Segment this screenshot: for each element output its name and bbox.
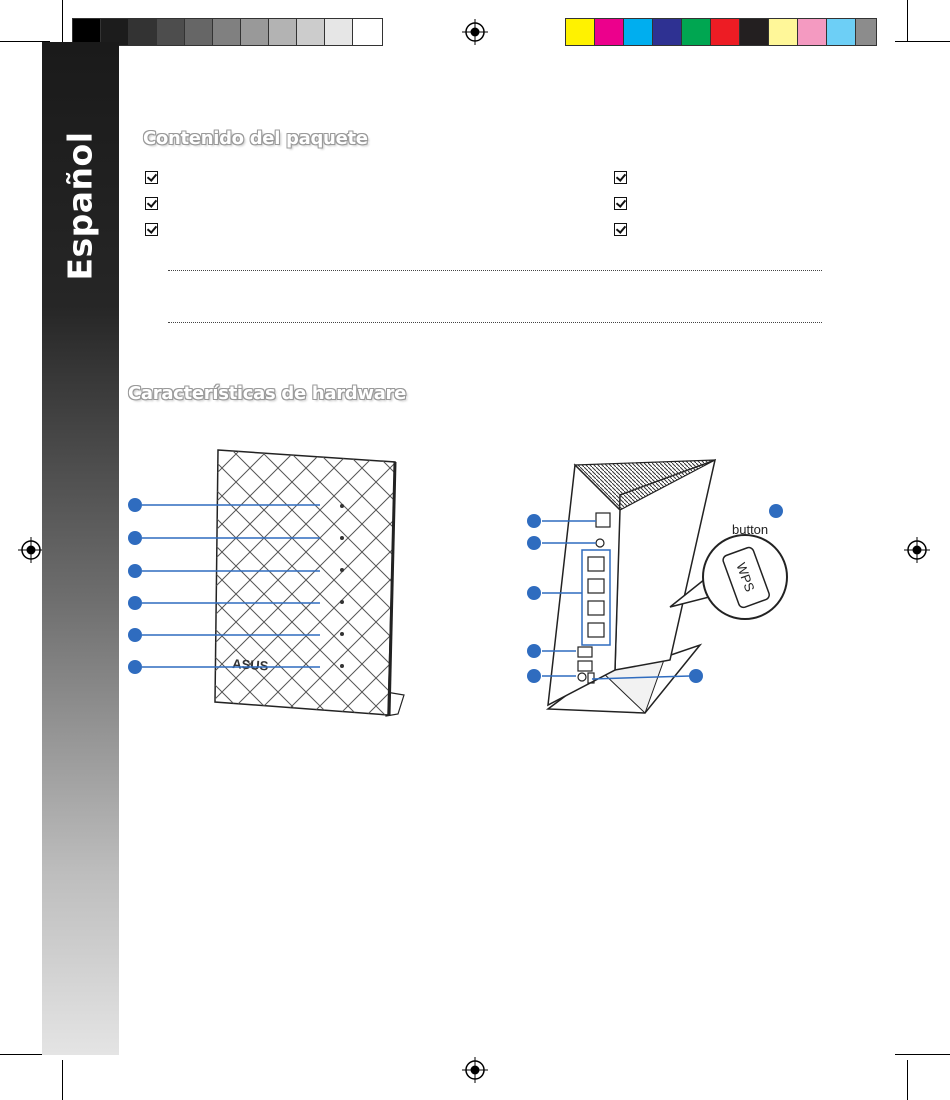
crop-mark bbox=[907, 0, 908, 42]
grayscale-swatch bbox=[324, 18, 353, 46]
note-divider-top bbox=[168, 270, 822, 271]
crop-mark bbox=[895, 1054, 950, 1055]
process-swatch bbox=[710, 18, 740, 46]
checkbox-icon bbox=[145, 197, 158, 210]
checkbox-icon bbox=[614, 223, 627, 236]
grayscale-swatch bbox=[184, 18, 213, 46]
process-swatch bbox=[855, 18, 877, 46]
registration-mark-icon bbox=[461, 18, 489, 46]
grayscale-swatch bbox=[352, 18, 383, 46]
checkbox-icon bbox=[614, 197, 627, 210]
grayscale-swatch bbox=[268, 18, 297, 46]
note-divider-bottom bbox=[168, 322, 822, 323]
process-swatch bbox=[826, 18, 856, 46]
registration-mark-icon bbox=[903, 536, 931, 564]
process-swatch bbox=[681, 18, 711, 46]
process-swatch bbox=[623, 18, 653, 46]
process-swatch bbox=[594, 18, 624, 46]
crop-mark bbox=[62, 0, 63, 42]
grayscale-swatch bbox=[212, 18, 241, 46]
button-caption: button bbox=[732, 522, 769, 537]
router-front-illustration bbox=[110, 440, 420, 725]
checkbox-icon bbox=[145, 223, 158, 236]
process-swatch bbox=[797, 18, 827, 46]
brand-logo: ASUS bbox=[231, 656, 269, 674]
crop-mark bbox=[62, 1060, 63, 1100]
crop-mark bbox=[907, 1060, 908, 1100]
router-rear-illustration bbox=[520, 455, 820, 720]
crop-mark bbox=[895, 41, 950, 42]
package-contents-heading: Contenido del paquete bbox=[143, 128, 368, 149]
wps-button-label: WPS bbox=[733, 560, 758, 594]
process-swatch bbox=[739, 18, 769, 46]
hardware-features-heading: Características de hardware bbox=[128, 383, 407, 404]
grayscale-swatch bbox=[296, 18, 325, 46]
checkbox-icon bbox=[614, 171, 627, 184]
process-swatch bbox=[565, 18, 595, 46]
language-label: Español bbox=[60, 131, 100, 281]
registration-mark-icon bbox=[17, 536, 45, 564]
grayscale-swatch bbox=[240, 18, 269, 46]
process-swatch bbox=[652, 18, 682, 46]
grayscale-swatch bbox=[156, 18, 185, 46]
process-swatch bbox=[768, 18, 798, 46]
checkbox-icon bbox=[145, 171, 158, 184]
registration-mark-icon bbox=[461, 1056, 489, 1084]
callout-marker-icon bbox=[128, 498, 142, 674]
grayscale-swatch bbox=[128, 18, 157, 46]
